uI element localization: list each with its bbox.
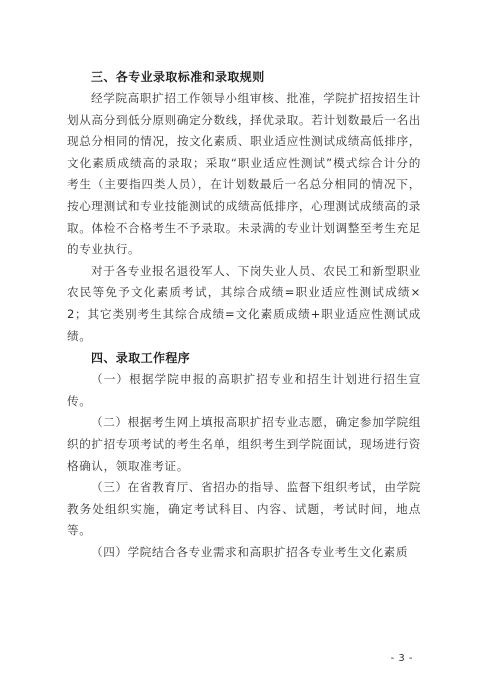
paragraph-procedure-step-2: （二）根据考生网上填报高职扩招专业志愿，确定参加学院组织的扩招专项考试的考生名单，组织考生到学院面试，现场进行资格确认，领取准考证。 bbox=[67, 415, 421, 473]
paragraph-procedure-step-3: （三）在省教育厅、省招办的指导、监督下组织考试，由学院教务处组织实施，确定考试科目、内容、试题，考试时间，地点等。 bbox=[67, 480, 421, 538]
page-number: - 3 - bbox=[390, 653, 413, 664]
paragraph-composite-score: 对于各专业报名退役军人、下岗失业人员、农民工和新型职业农民等免予文化素质考试，其综合成绩=职业适应性测试成绩×2；其它类别考生其综合成绩=文化素质成绩+职业适应性测试成绩。 bbox=[67, 263, 421, 343]
paragraph-procedure-step-4: （四）学院结合各专业需求和高职扩招各专业考生文化素质 bbox=[91, 544, 409, 559]
section-heading-admission-rules: 三、各专业录取标准和录取规则 bbox=[91, 70, 265, 84]
page-content bbox=[67, 66, 421, 563]
paragraph-procedure-step-1: （一）根据学院申报的高职扩招专业和招生计划进行招生宣传。 bbox=[67, 372, 421, 408]
section-heading-admission-procedure: 四、录取工作程序 bbox=[91, 351, 191, 366]
paragraph-admission-rules: 经学院高职扩招工作领导小组审核、批准，学院扩招按招生计划从高分到低分原则确定分数线，择优录取。若计划数最后一名出现总分相同的情况，按文化素质、职业适应性测试成绩高低排序，文化素质成绩高的录取；采取“职业适应性测试”模式综合计分的考生（主要指四类人员），在计划数最后一名总分相同的情况下，按心理测试和专业技能测试的成绩高低排序，心理测试成绩高的录取。体检不合格考生不予录取。未录满的专业计划调整至考生充足的专业执行。 bbox=[67, 91, 421, 257]
